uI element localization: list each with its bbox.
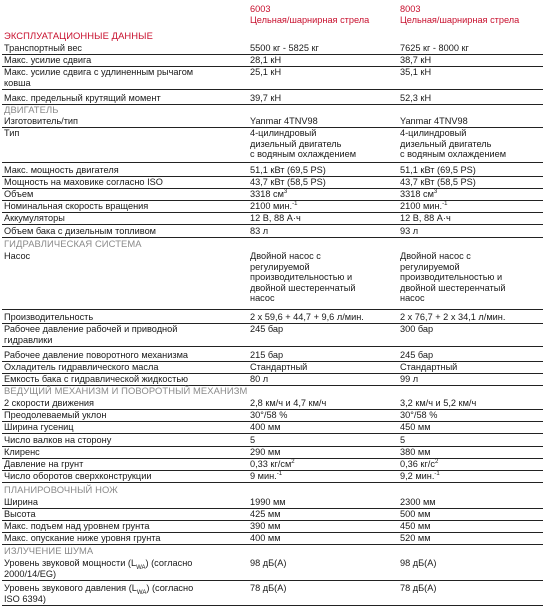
table-row [2,459,543,471]
row-value-6003: 425 мм [250,509,281,519]
row-label: Изготовитель/тип [4,116,79,126]
row-value-8003: 93 л [400,226,419,236]
row-value-8003: 43,7 кВт (58,5 PS) [400,177,476,187]
row-label: Охладитель гидравлического масла [4,362,159,372]
row-value-8003: 12 В, 88 А·ч [400,213,451,223]
label-text: ) (согласно [145,558,193,568]
table-row [2,226,543,238]
superscript: -1 [276,470,283,477]
model-8003-header [400,4,519,26]
row-value-line: с водяным охлаждением [250,149,357,160]
table-row [2,43,543,55]
row-value-8003: 380 мм [400,447,431,457]
section-title-noise: ИЗЛУЧЕНИЕ ШУМА [4,545,94,556]
row-value-line: производительностью и [250,272,353,283]
row-label: Рабочее давление поворотного механизма [4,350,188,360]
table-row [2,312,543,324]
superscript: 3 [283,188,288,195]
row-value-8003: 78 дБ(A) [400,583,437,593]
row-label-line: гидравлики [4,334,53,345]
model-8003-number: 8003 [400,4,421,14]
model-6003-number: 6003 [250,4,271,14]
superscript: -1 [442,200,448,207]
row-value-8003 [400,201,545,212]
row-value-6003 [250,459,392,470]
model-6003-type: Цельная/шарнирная стрела [250,15,370,25]
table-row [2,177,543,189]
row-value-6003: 28,1 кН [250,55,282,65]
label-text: Уровень звукового давления (L [4,583,137,593]
row-label: Тип [4,128,20,138]
row-value-6003 [250,189,392,200]
value-text: 3318 см [400,189,434,199]
row-label: Число валков на сторону [4,435,112,445]
row-value-8003: 520 мм [400,533,431,543]
row-value-8003: 450 мм [400,422,431,432]
row-value-6003: 30°/58 % [250,410,288,420]
model-6003-header [250,4,369,26]
row-label-line: Рабочее давление рабочей и приводной [4,324,178,334]
row-value-line: дизельный двигатель [400,138,492,149]
table-row [2,398,543,410]
row-value-8003: 3,2 км/ч и 5,2 км/ч [400,398,477,408]
row-value-8003: 2300 мм [400,497,436,507]
row-label-line: 2000/14/EG) [4,568,57,579]
row-value-8003: 98 дБ(A) [400,558,437,568]
table-row [2,67,543,90]
row-value-6003: 290 мм [250,447,281,457]
label-text: Уровень звуковой мощности (L [4,558,137,568]
row-value-8003 [400,189,545,200]
row-label: Клиренс [4,447,40,457]
table-row [2,509,543,521]
row-value-6003: 2,8 км/ч и 4,7 км/ч [250,398,327,408]
row-label: Емкость бака с гидравлической жидкостью [4,374,188,384]
row-value-line: регулируемой [400,261,460,272]
row-label [4,558,242,579]
superscript: 3 [433,188,438,195]
row-value-6003: 245 бар [250,324,284,334]
subscript: WA [136,589,147,596]
row-label: Аккумуляторы [4,213,65,223]
row-label: 2 скорости движения [4,398,95,408]
row-value-8003 [400,459,545,470]
row-value-8003: 51,1 кВт (69,5 PS) [400,165,476,175]
table-row [2,558,543,581]
superscript: 2 [291,458,295,465]
row-value-6003: 12 В, 88 А·ч [250,213,301,223]
superscript: 2 [434,458,439,465]
row-label: Транспортный вес [4,43,83,53]
row-value-line: насос [250,293,275,304]
row-value-6003 [250,251,392,304]
row-value-6003: 390 мм [250,521,281,531]
subscript: WA [136,564,146,571]
row-label: Макс. усилие сдвига [4,55,92,65]
row-value-8003: 450 мм [400,521,431,531]
table-row [2,55,543,67]
row-label-line [4,583,242,594]
section-noise [2,546,543,557]
value-text: 3318 см [250,189,284,199]
row-value-6003 [250,471,392,482]
row-value-6003: 215 бар [250,350,284,360]
row-label-line: ковша [4,77,31,88]
row-label: Давление на грунт [4,459,84,469]
table-row [2,471,543,483]
row-value-6003: 5 [250,435,256,445]
row-value-6003: 98 дБ(A) [250,558,287,568]
table-row [2,447,543,459]
row-label: Преодолеваемый уклон [4,410,107,420]
value-text: 0,36 кг/с [400,459,435,469]
row-value-8003 [400,471,545,482]
section-title-blade: ПЛАНИРОВОЧНЫЙ НОЖ [4,484,118,495]
row-value-8003: 7625 кг - 8000 кг [400,43,469,53]
value-text: 9,2 мин. [400,471,435,481]
row-label: Ширина [4,497,38,507]
row-value-line: насос [400,293,425,304]
table-row [2,116,543,128]
row-value-8003: 245 бар [400,350,434,360]
row-label-line: Макс. усилие сдвига с удлиненным рычагом [4,67,194,77]
table-row [2,165,543,177]
row-label-line: ISO 6394) [4,593,46,604]
row-label: Объем бака с дизельным топливом [4,226,157,236]
table-row [2,189,543,201]
row-label-line [4,558,242,569]
row-value-line: 4-цилиндровый [400,128,467,138]
row-value-6003: 5500 кг - 5825 кг [250,43,319,53]
row-value-6003 [250,201,392,212]
row-value-line: производительностью и [400,272,503,283]
row-label: Производительность [4,312,94,322]
row-value-8003: 300 бар [400,324,434,334]
row-value-8003 [400,251,545,304]
row-label: Насос [4,251,31,261]
table-row [2,410,543,422]
row-value-line: двойной шестеренчатый [400,282,506,293]
row-value-8003: Стандартный [400,362,458,372]
row-value-6003: 400 мм [250,533,281,543]
section-blade [2,485,543,496]
table-row [2,93,543,105]
table-row [2,324,543,347]
label-text: ) (согласно [146,583,194,593]
row-value-6003: 2 x 59,6 + 44,7 + 9,6 л/мин. [250,312,364,322]
row-value-8003: 500 мм [400,509,431,519]
row-value-6003: 400 мм [250,422,281,432]
row-value-line: Двойной насос с [250,251,321,261]
row-value-8003: 5 [400,435,406,445]
table-row [2,128,543,163]
row-label: Макс. предельный крутящий момент [4,93,161,103]
section-hydraulics [2,239,543,250]
row-label: Высота [4,509,36,519]
row-value-6003: 25,1 кН [250,67,282,77]
row-label [4,324,242,345]
row-label: Макс. опускание ниже уровня грунта [4,533,161,543]
row-label: Ширина гусениц [4,422,74,432]
table-row [2,422,543,434]
row-value-8003: 2 x 76,7 + 2 x 34,1 л/мин. [400,312,506,322]
row-value-6003 [250,128,392,160]
row-label: Номинальная скорость вращения [4,201,149,211]
model-8003-type: Цельная/шарнирная стрела [400,15,520,25]
section-engine [2,105,543,116]
row-value-6003: 39,7 кН [250,93,282,103]
section-title-operating: ЭКСПЛУАТАЦИОННЫЕ ДАННЫЕ [4,30,153,41]
row-value-line: дизельный двигатель [250,138,342,149]
row-value-6003: 1990 мм [250,497,286,507]
table-row [2,521,543,533]
table-row [2,497,543,509]
table-row [2,533,543,545]
row-value-line: двойной шестеренчатый [250,282,356,293]
table-row [2,350,543,362]
value-text: 2100 мин. [250,201,293,211]
value-text: 9 мин. [250,471,277,481]
section-title-drive: ВЕДУЩИЙ МЕХАНИЗМ И ПОВОРОТНЫЙ МЕХАНИЗМ [4,385,248,396]
row-value-6003: 43,7 кВт (58,5 PS) [250,177,326,187]
superscript: -1 [292,200,298,207]
section-title-hydraulics: ГИДРАВЛИЧЕСКАЯ СИСТЕМА [4,238,142,249]
value-text: 2100 мин. [400,201,443,211]
row-label: Макс. подъем над уровнем грунта [4,521,150,531]
row-value-6003: 83 л [250,226,269,236]
table-row [2,251,543,310]
table-row [2,362,543,374]
row-value-8003: 35,1 кН [400,67,432,77]
row-label [4,583,242,604]
row-value-8003: 38,7 кН [400,55,432,65]
row-value-6003: 80 л [250,374,269,384]
superscript: -1 [434,470,440,477]
row-value-6003: Yanmar 4TNV98 [250,116,318,126]
row-value-6003: Стандартный [250,362,308,372]
row-value-line: Двойной насос с [400,251,471,261]
row-label: Число оборотов сверхконструкции [4,471,152,481]
row-value-6003: 51,1 кВт (69,5 PS) [250,165,326,175]
row-label: Объем [4,189,34,199]
row-value-8003: 52,3 кН [400,93,432,103]
row-value-line: 4-цилиндровый [250,128,317,138]
section-drive [2,386,543,397]
row-value-8003: Yanmar 4TNV98 [400,116,468,126]
section-operating [2,31,543,42]
row-label [4,67,242,88]
value-text: 0,33 кг/см [250,459,292,469]
row-value-6003: 78 дБ(A) [250,583,287,593]
table-row [2,435,543,447]
row-label: Мощность на маховике согласно ISO [4,177,163,187]
section-title-engine: ДВИГАТЕЛЬ [4,104,59,115]
table-row [2,201,543,213]
row-value-8003: 30°/58 % [400,410,438,420]
row-value-8003 [400,128,545,160]
table-row [2,213,543,225]
row-value-8003: 99 л [400,374,419,384]
table-row [2,583,543,606]
row-label: Макс. мощность двигателя [4,165,119,175]
row-value-line: регулируемой [250,261,310,272]
row-value-line: с водяным охлаждением [400,149,507,160]
